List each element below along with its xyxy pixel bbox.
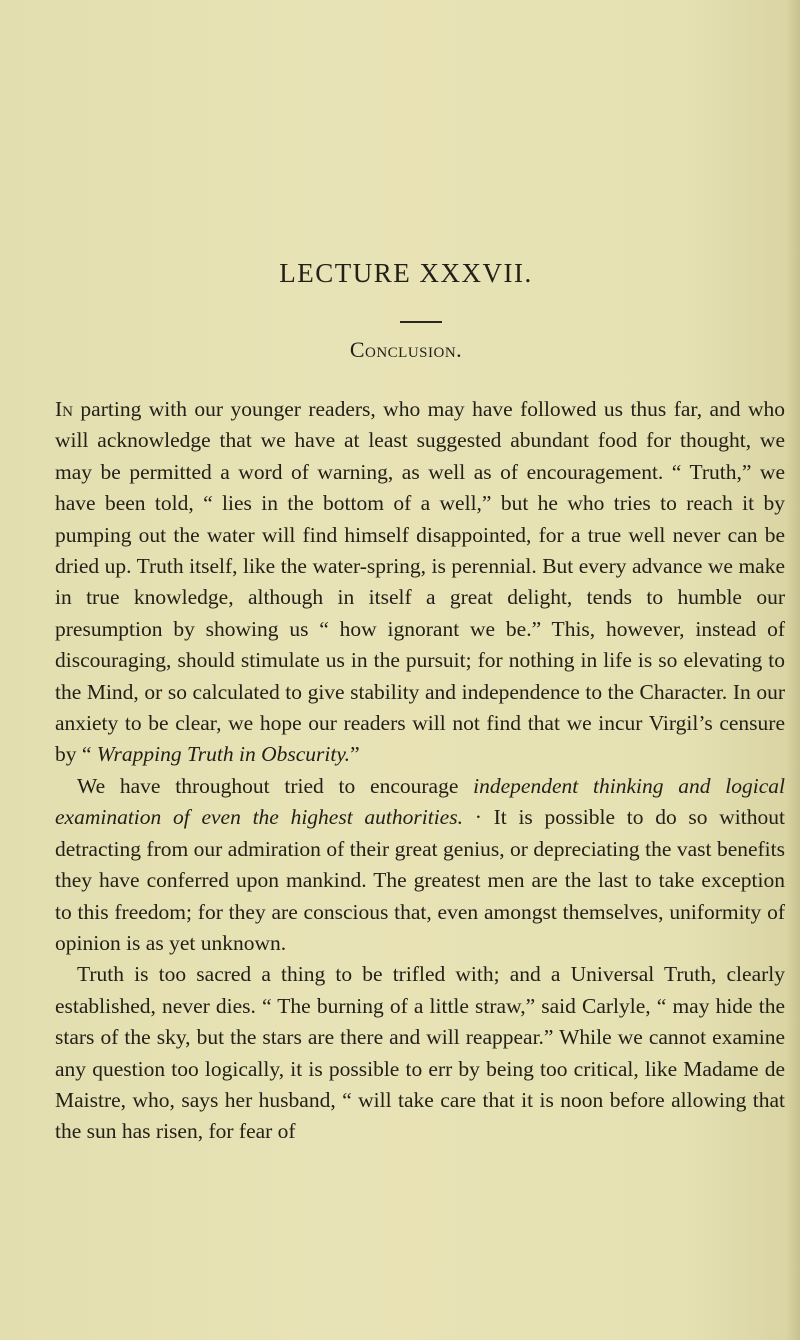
paragraph-3 — [55, 959, 785, 1147]
paragraph-2-text-a: We have throughout tried to encourage — [77, 773, 474, 798]
paragraph-1 — [55, 394, 785, 771]
section-title: Conclusion. — [349, 337, 463, 362]
paragraph-2-text-b: · It is possible to do so without detracting from our admiration of their great genius, or depreciating the vast benefits they have conferred upon mankind. The greatest men are the last to take exception to this freedom; for they are conscious that, even amongst themselves, uniformity of opinion is as yet unknown. — [55, 805, 785, 955]
paragraph-1-text-b: ” — [350, 742, 360, 767]
lecture-title: LECTURE XXXVII. — [279, 258, 533, 288]
lecture-body — [55, 394, 785, 1148]
paragraph-3-text: Truth is too sacred a thing to be trifled with; and a Universal Truth, clearly established, never dies. “ The burning of a little straw,” said Carlyle, “ may hide the stars of the sky, but the stars are there and will reappear.” While we cannot examine any question too logically, it is possible to err by being too critical, like Madame de Maistre, who, says her husband, “ will take care that it is noon before allowing that the sun has risen, for fear of — [55, 962, 785, 1144]
paragraph-2-italic: independent thinking and logical examination of even the highest authorities. — [55, 773, 785, 830]
paragraph-1-text-a: parting with our younger readers, who may have followed us thus far, and who will acknowledge that we have at least suggested abundant food for thought, we may be permitted a word of warning, as well as of encouragement. “ Truth,” we have been told, “ lies in the bottom of a well,” but he who tries to reach it by pumping out the water will find himself disappointed, for a true well never can be dried up. Truth itself, like the water-spring, is perennial. But every advance we make in true knowledge, although in itself a great delight, tends to humble our presumption by showing us “ how ignorant we be.” This, however, instead of discouraging, should stimulate us in the pursuit; for nothing in life is so elevating to the Mind, or so calculated to give stability and independence to the Character. In our anxiety to be clear, we hope our readers will not find that we incur Virgil’s censure by “ — [55, 397, 785, 767]
paragraph-2 — [55, 771, 785, 959]
title-divider — [400, 321, 442, 323]
paragraph-1-lead: In — [55, 397, 73, 421]
page-edge-shadow — [786, 0, 800, 1340]
paragraph-1-italic: Wrapping Truth in Obscurity. — [96, 742, 351, 767]
